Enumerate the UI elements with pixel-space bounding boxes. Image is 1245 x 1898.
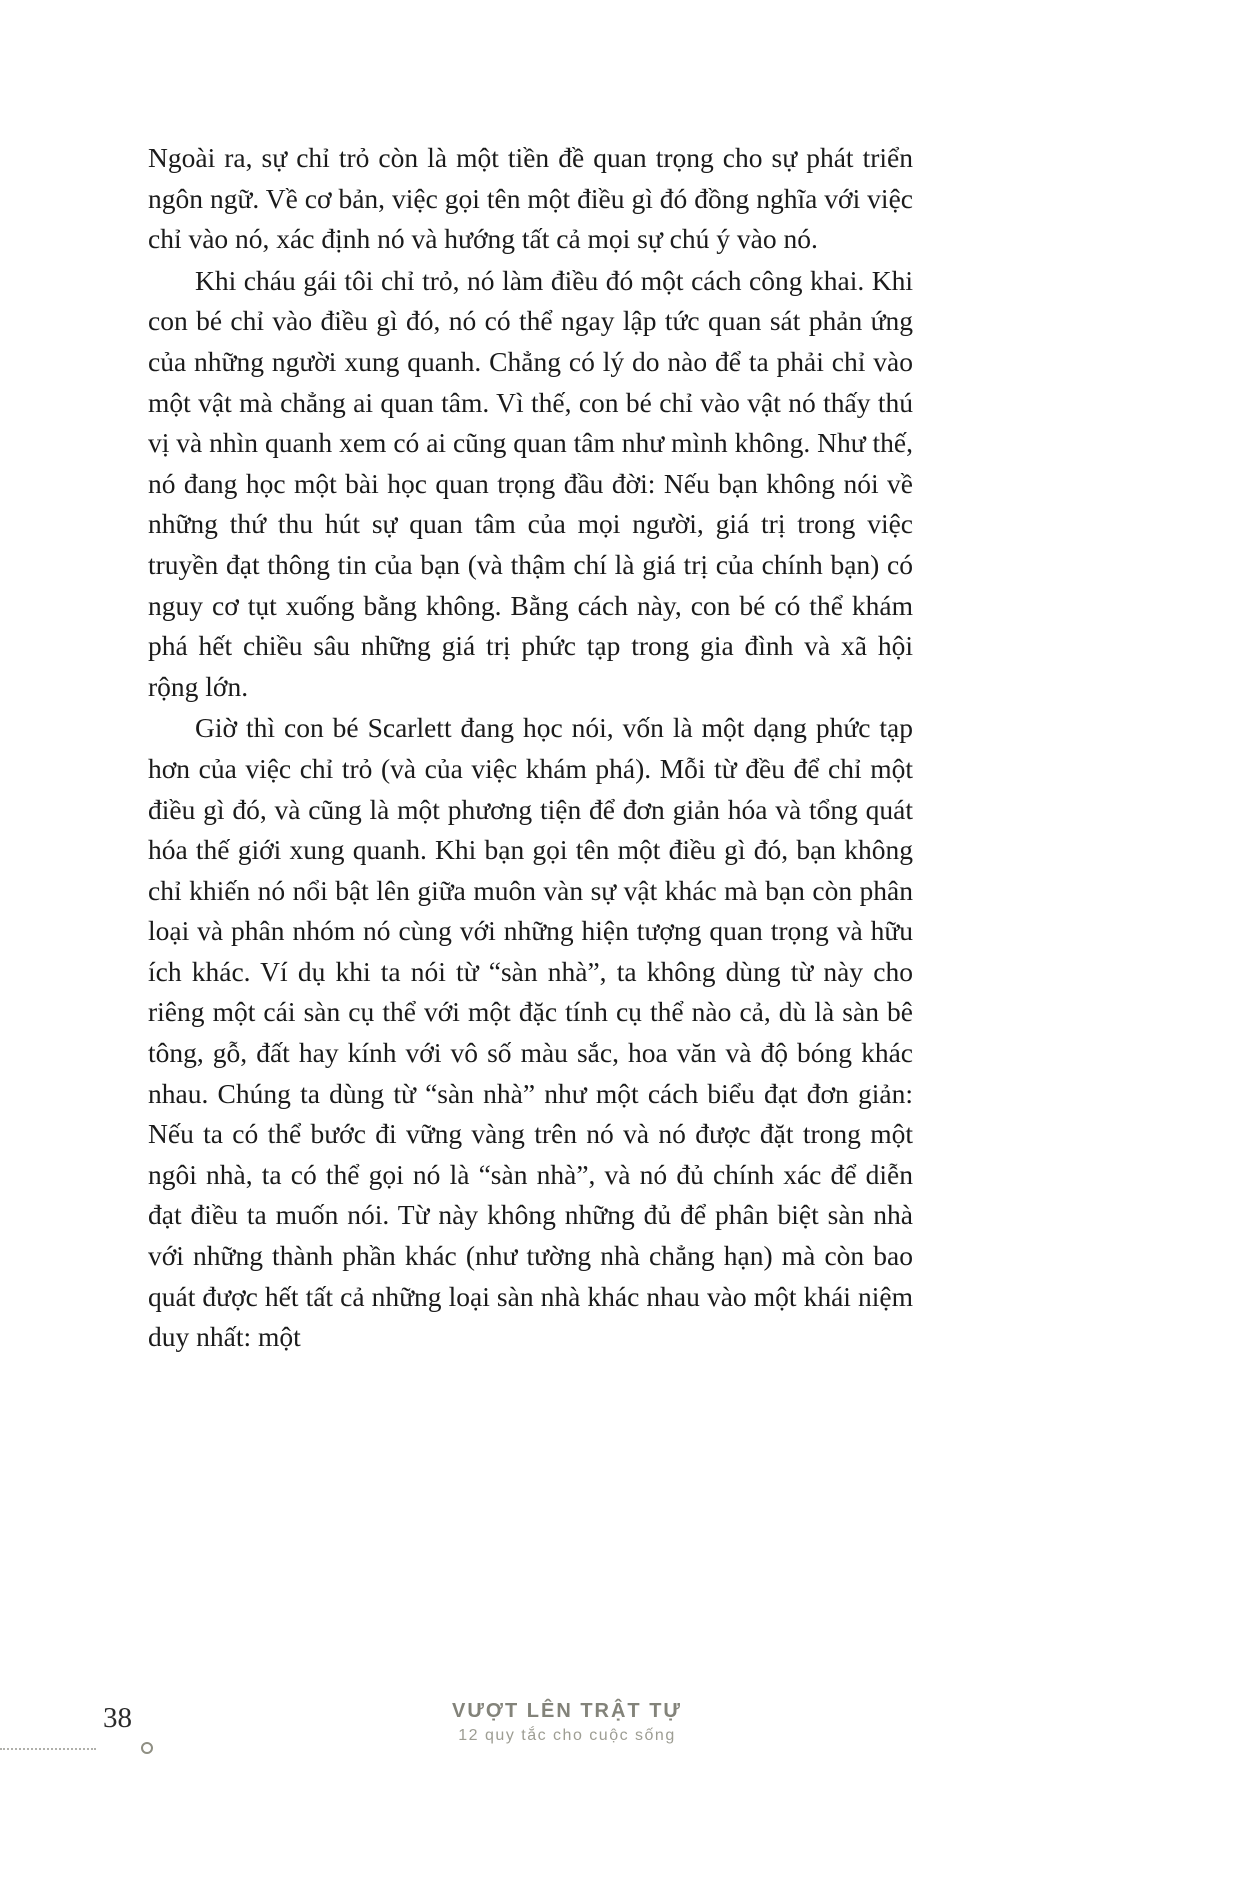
- paragraph-2: Khi cháu gái tôi chỉ trỏ, nó làm điều đó một cách công khai. Khi con bé chỉ vào điều gì đó, nó có thể ngay lập tức quan sát phản ứng của những người xung quanh. Chẳng có lý do nào để ta phải chỉ vào một vật mà chẳng ai quan tâm. Vì thế, con bé chỉ vào vật nó thấy thú vị và nhìn quanh xem có ai cũng quan tâm như mình không. Như thế, nó đang học một bài học quan trọng đầu đời: Nếu bạn không nói về những thứ thu hút sự quan tâm của mọi người, giá trị trong việc truyền đạt thông tin của bạn (và thậm chí là giá trị của chính bạn) có nguy cơ tụt xuống bằng không. Bằng cách này, con bé có thể khám phá hết chiều sâu những giá trị phức tạp trong gia đình và xã hội rộng lớn.: [148, 264, 913, 702]
- page-text-block: [148, 138, 913, 1359]
- page-number: 38: [103, 1702, 132, 1734]
- footer-dotted-line: [0, 1748, 96, 1750]
- footer-center: [452, 1700, 682, 1745]
- footer-circle-ornament: [141, 1742, 153, 1754]
- book-title: VƯỢT LÊN TRẬT TỰ: [451, 1700, 683, 1722]
- page-footer: [0, 1690, 1245, 1810]
- paragraph-3: Giờ thì con bé Scarlett đang học nói, vốn là một dạng phức tạp hơn của việc chỉ trỏ (và của việc khám phá). Mỗi từ đều để chỉ một điều gì đó, và cũng là một phương tiện để đơn giản hóa và tổng quát hóa thế giới xung quanh. Khi bạn gọi tên một điều gì đó, bạn không chỉ khiến nó nổi bật lên giữa muôn vàn sự vật khác mà bạn còn phân loại và phân nhóm nó cùng với những hiện tượng quan trọng và hữu ích khác. Ví dụ khi ta nói từ “sàn nhà”, ta không dùng từ này cho riêng một cái sàn cụ thể với một đặc tính cụ thể nào cả, dù là sàn bê tông, gỗ, đất hay kính với vô số màu sắc, hoa văn và độ bóng khác nhau. Chúng ta dùng từ “sàn nhà” như một cách biểu đạt đơn giản: Nếu ta có thể bước đi vững vàng trên nó và nó được đặt trong một ngôi nhà, ta có thể gọi nó là “sàn nhà”, và nó đủ chính xác để diễn đạt điều ta muốn nói. Từ này không những đủ để phân biệt sàn nhà với những thành phần khác (như tường nhà chẳng hạn) mà còn bao quát được hết tất cả những loại sàn nhà khác nhau vào một khái niệm duy nhất: một: [148, 712, 913, 1353]
- book-subtitle: 12 quy tắc cho cuộc sống: [458, 1727, 676, 1744]
- paragraph-1: Ngoài ra, sự chỉ trỏ còn là một tiền đề quan trọng cho sự phát triển ngôn ngữ. Về cơ bản, việc gọi tên một điều gì đó đồng nghĩa với việc chỉ vào nó, xác định nó và hướng tất cả mọi sự chú ý vào nó.: [148, 142, 913, 255]
